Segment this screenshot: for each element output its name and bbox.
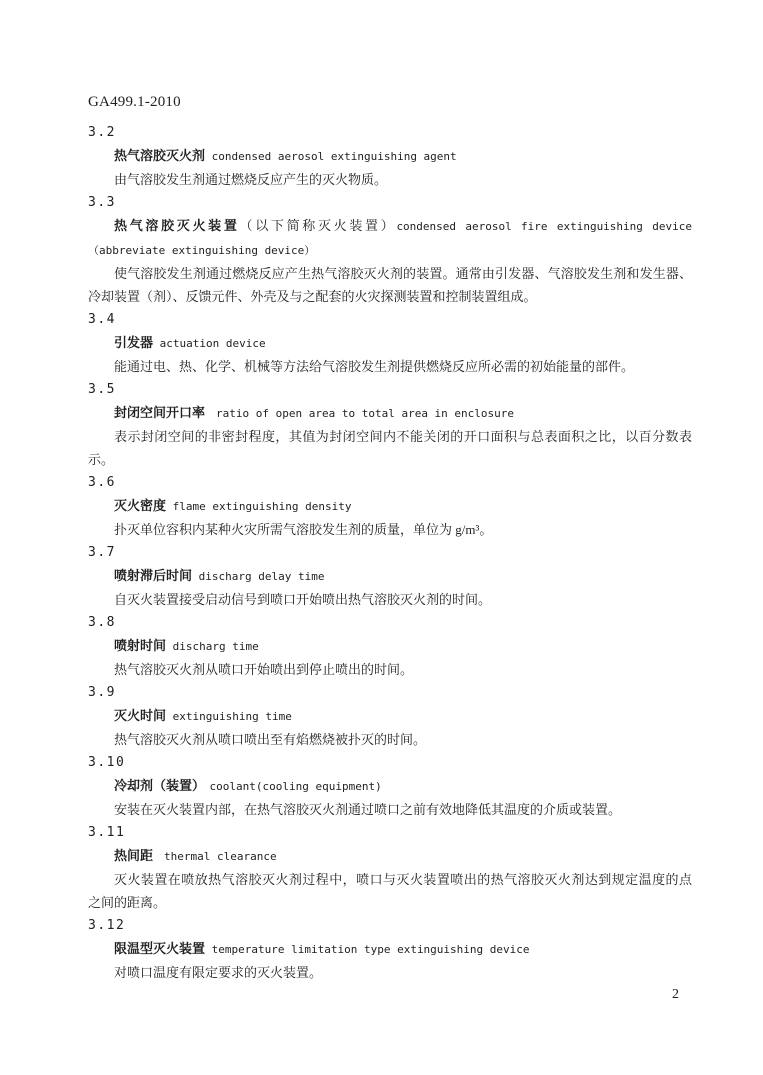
definition-line: 使气溶胶发生剂通过燃烧反应产生热气溶胶灭火剂的装置。通常由引发器、气溶胶发生剂和发生器、 (114, 266, 692, 281)
section-number: 3.3 (88, 195, 116, 210)
term-heading (88, 401, 692, 425)
definition-line: 自灭火装置接受启动信号到喷口开始喷出热气溶胶灭火剂的时间。 (114, 592, 492, 607)
section-number: 3.11 (88, 825, 126, 840)
definition-line: 示。 (88, 452, 115, 467)
term-section (88, 191, 692, 308)
page-number: 2 (672, 987, 679, 1002)
definition-line: 对喷口温度有限定要求的灭火装置。 (114, 965, 323, 980)
section-number: 3.7 (88, 545, 116, 560)
term-heading (88, 214, 692, 238)
term-heading (88, 937, 692, 961)
term-en: discharg delay time (192, 570, 325, 583)
term-section (88, 541, 692, 611)
definition-line: 热气溶胶灭火剂从喷口开始喷出到停止喷出的时间。 (114, 662, 414, 677)
section-number: 3.12 (88, 918, 126, 933)
term-zh: 限温型灭火装置 (114, 941, 206, 956)
term-heading (88, 704, 692, 728)
term-en: condensed aerosol fire extinguishing device (396, 220, 692, 233)
definition-line: 灭火装置在喷放热气溶胶灭火剂过程中，喷口与灭火装置喷出的热气溶胶灭火剂达到规定温度的点 (114, 872, 692, 887)
term-section (88, 821, 692, 914)
term-note: （以下简称灭火装置） (239, 218, 397, 233)
document-code: GA499.1-2010 (88, 94, 181, 110)
term-en: （abbreviate extinguishing device） (88, 244, 316, 257)
term-section (88, 121, 692, 191)
term-heading (88, 634, 692, 658)
section-number: 3.4 (88, 312, 116, 327)
term-en: flame extinguishing density (166, 500, 352, 513)
term-en: extinguishing time (166, 710, 292, 723)
definition-line: 表示封闭空间的非密封程度，其值为封闭空间内不能关闭的开口面积与总表面积之比，以百分数表 (114, 429, 692, 444)
term-heading (88, 494, 692, 518)
term-section (88, 914, 692, 984)
term-en: discharg time (166, 640, 259, 653)
definition-line: 能通过电、热、化学、机械等方法给气溶胶发生剂提供燃烧反应所必需的初始能量的部件。 (114, 359, 635, 374)
definition-line: 由气溶胶发生剂通过燃烧反应产生的灭火物质。 (114, 172, 388, 187)
term-zh: 灭火时间 (114, 708, 167, 723)
term-section (88, 308, 692, 378)
term-zh: 热气溶胶灭火剂 (114, 148, 206, 163)
term-section (88, 681, 692, 751)
term-section (88, 378, 692, 471)
term-heading (88, 844, 692, 868)
definition-line: 安装在灭火装置内部，在热气溶胶灭火剂通过喷口之前有效地降低其温度的介质或装置。 (114, 802, 622, 817)
term-heading (88, 238, 692, 262)
term-section (88, 751, 692, 821)
section-number: 3.2 (88, 125, 116, 140)
section-number: 3.5 (88, 382, 116, 397)
term-en: actuation device (153, 337, 266, 350)
term-zh: 热间距 (114, 848, 154, 863)
term-heading (88, 331, 692, 355)
term-en: coolant(cooling equipment) (198, 780, 382, 793)
term-zh: 封闭空间开口率 (114, 405, 206, 420)
term-zh: 喷射滞后时间 (114, 568, 193, 583)
term-zh: 喷射时间 (114, 638, 167, 653)
section-number: 3.6 (88, 475, 116, 490)
definition-line: 热气溶胶灭火剂从喷口喷出至有焰燃烧被扑灭的时间。 (114, 732, 427, 747)
section-number: 3.8 (88, 615, 116, 630)
definition-line: 冷却装置（剂）、反馈元件、外壳及与之配套的火灾探测装置和控制装置组成。 (88, 289, 537, 304)
definition-line: 扑灭单位容积内某种火灾所需气溶胶发生剂的质量，单位为 g/m³。 (114, 522, 493, 537)
term-heading (88, 144, 692, 168)
term-en: temperature limitation type extinguishing device (205, 943, 530, 956)
definition-line: 之间的距离。 (88, 895, 167, 910)
term-zh: 灭火密度 (114, 498, 167, 513)
term-en: thermal clearance (153, 850, 277, 863)
term-zh: 引发器 (114, 335, 154, 350)
term-en: ratio of open area to total area in enclosure (205, 407, 515, 420)
term-en: condensed aerosol extinguishing agent (205, 150, 457, 163)
term-zh: 冷却剂（装置） (114, 778, 199, 793)
term-heading (88, 774, 692, 798)
section-number: 3.10 (88, 755, 126, 770)
term-section (88, 611, 692, 681)
term-heading (88, 564, 692, 588)
terms-and-definitions-content (88, 121, 692, 984)
section-number: 3.9 (88, 685, 116, 700)
term-zh: 热气溶胶灭火装置 (114, 218, 240, 233)
term-section (88, 471, 692, 541)
